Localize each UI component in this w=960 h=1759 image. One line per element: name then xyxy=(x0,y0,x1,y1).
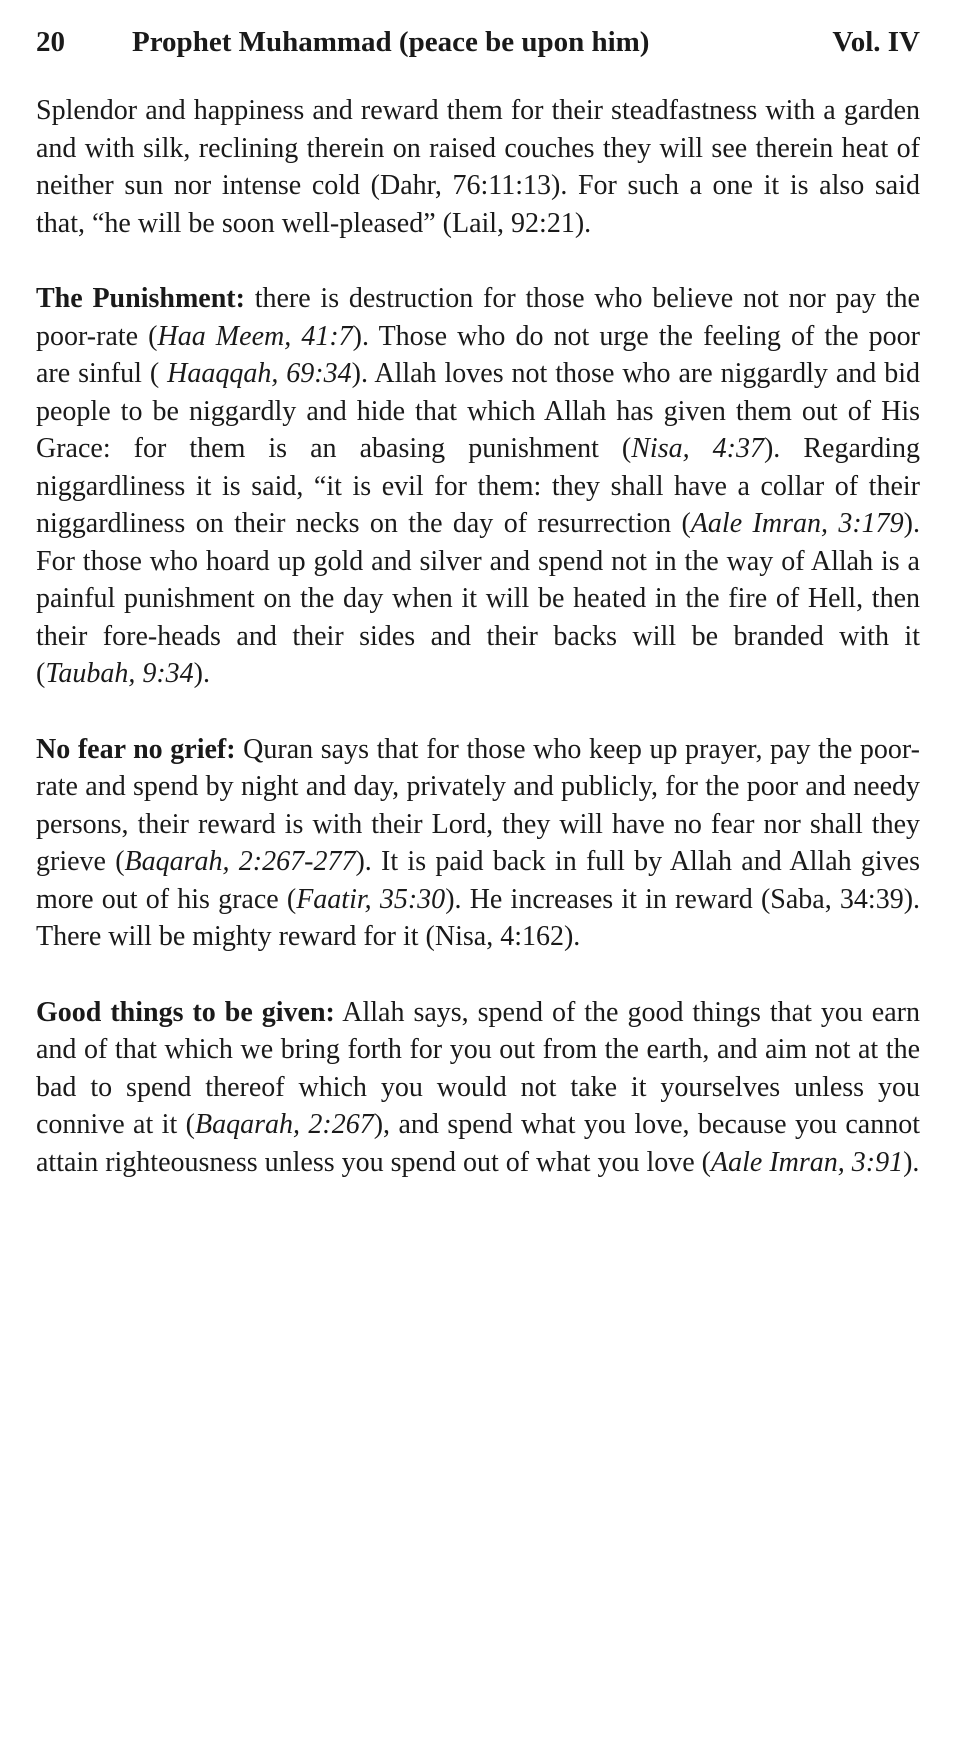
paragraph-heading: The Punishment: xyxy=(36,283,245,314)
book-title: Prophet Muhammad (peace be upon him) xyxy=(132,26,650,58)
text-run: Splendor and happiness and reward them for their steadfastness with a garden and with silk, reclining therein on raised couches they will see therein heat of neither sun nor intense cold (Dahr, 76:11:13). For such a one it is also said that, “he will be soon well-pleased” (Lail, 92:21). xyxy=(36,95,920,239)
citation: Faatir, 35:30 xyxy=(296,883,446,915)
citation: Haa Meem, 41:7 xyxy=(157,320,353,352)
document-page xyxy=(36,0,920,1219)
citation: Nisa, 4:37 xyxy=(631,433,764,464)
text-run: ). It is paid back in full by Allah and Allah gives more out of his grace ( xyxy=(36,846,920,915)
paragraph xyxy=(36,731,920,956)
text-run: ). Those who do not urge the feeling of the poor are sinful ( xyxy=(36,320,921,389)
paragraph xyxy=(36,280,920,693)
citation: Taubah, 9:34 xyxy=(45,658,194,689)
text-run: Quran says that for those who keep up prayer, pay the poor-rate and spend by night and day, privately and publicly, for the poor and needy persons, their reward is with their Lord, they will have no fear nor shall they grieve ( xyxy=(36,733,920,877)
text-run: ), and spend what you love, because you cannot attain righteousness unless you spend out of what you love ( xyxy=(36,1109,921,1178)
paragraph xyxy=(36,994,920,1182)
text-run: ). Allah loves not those who are niggardly and bid people to be niggardly and hide that which Allah has given them out of His Grace: for them is an abasing punishment ( xyxy=(36,358,921,464)
text-run: ). Regarding niggardliness it is said, “it is evil for them: they shall have a collar of their niggardliness on their necks on the day of resurrection ( xyxy=(36,433,920,539)
citation: Aale Imran, 3:91 xyxy=(711,1146,904,1178)
text-run: there is destruction for those who believe not nor pay the poor-rate ( xyxy=(36,283,920,352)
text-run: ). xyxy=(903,1146,920,1178)
text-run: ). He increases it in reward (Saba, 34:39). There will be mighty reward for it (Nisa, 4:162). xyxy=(36,883,921,952)
citation: Aale Imran, 3:179 xyxy=(690,508,904,539)
citation: Baqarah, 2:267 xyxy=(194,1109,374,1140)
text-run: Allah says, spend of the good things that you earn and of that which we bring forth for you out from the earth, and aim not at the bad to spend thereof which you would not take it yourselves unless you connive at it ( xyxy=(36,996,920,1140)
paragraph-heading: No fear no grief: xyxy=(36,733,236,765)
citation: Haaqqah, 69:34 xyxy=(167,358,352,389)
text-run: ). For those who hoard up gold and silver and spend not in the way of Allah is a painful punishment on the day when it will be heated in the fire of Hell, then their fore-heads and their sides and their backs will be branded with it ( xyxy=(36,508,920,689)
paragraph-heading: Good things to be given: xyxy=(36,996,335,1028)
page-number: 20 xyxy=(36,26,65,58)
citation: Baqarah, 2:267-277 xyxy=(124,846,356,877)
body-text xyxy=(36,92,920,1181)
volume-label: Vol. IV xyxy=(832,26,920,58)
text-run: ). xyxy=(193,658,210,689)
paragraph xyxy=(36,92,920,242)
running-header xyxy=(36,26,920,62)
